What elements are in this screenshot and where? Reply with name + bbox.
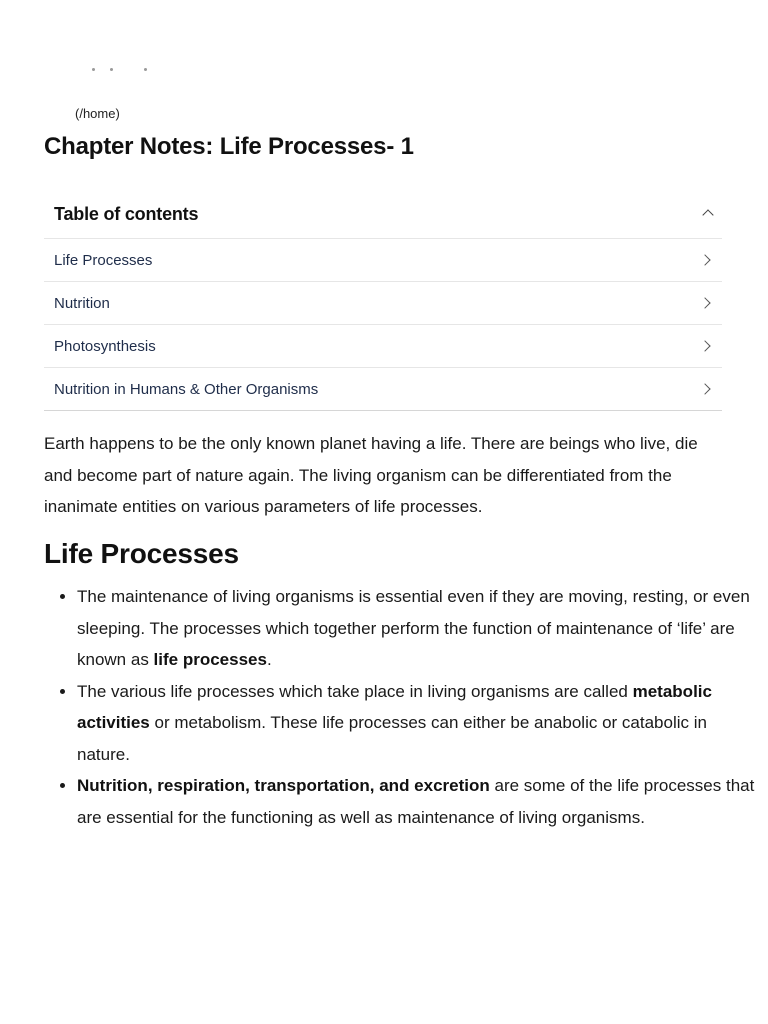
chevron-right-icon: [699, 254, 710, 265]
toc-item-nutrition[interactable]: [44, 281, 722, 324]
toc-item-label: Nutrition in Humans & Other Organisms: [54, 380, 319, 398]
toc-title: Table of contents: [54, 203, 199, 224]
toc-item-photosynthesis[interactable]: [44, 324, 722, 367]
chevron-right-icon: [699, 340, 710, 351]
toc-item-label: Photosynthesis: [54, 337, 156, 355]
breadcrumb-home-link[interactable]: (/home): [75, 106, 120, 121]
list-item: • Nutrition, respiration, transportation, and excretion are some of the life processes that are essential for the functioning as well as maintenance of living organisms.: [77, 770, 757, 833]
toc-item-life-processes[interactable]: [44, 238, 722, 281]
list-item: • The maintenance of living organisms is essential even if they are moving, resting, or even sleeping. The processes which together perform the function of maintenance of ‘life’ are known as life processes.: [77, 581, 757, 676]
bold-term: metabolic activities: [77, 681, 712, 732]
toc-header[interactable]: [44, 190, 722, 238]
intro-paragraph: Earth happens to be the only known planet having a life. There are beings who live, die and become part of nature again. The living organism can be differentiated from the inanimate entities on various parameters of life processes.: [44, 434, 698, 516]
chevron-right-icon: [699, 297, 710, 308]
toc-item-label: Nutrition: [54, 294, 110, 312]
section-heading: Life Processes: [44, 538, 239, 569]
chevron-right-icon: [699, 383, 710, 394]
cropped-top-fragment: [78, 58, 158, 74]
toc-item-label: Life Processes: [54, 251, 153, 269]
chevron-up-icon[interactable]: [702, 209, 713, 220]
bullet-list: [44, 581, 757, 833]
table-of-contents: [44, 190, 722, 411]
toc-item-nutrition-in-humans[interactable]: [44, 367, 722, 410]
bold-term: Nutrition, respiration, transportation, and excretion: [77, 776, 490, 795]
list-item: • The various life processes which take place in living organisms are called metabolic activities or metabolism. These life processes can either be anabolic or catabolic in nature.: [77, 676, 757, 771]
bold-term: life processes: [153, 650, 267, 669]
page-title: Chapter Notes: Life Processes- 1: [44, 133, 414, 160]
